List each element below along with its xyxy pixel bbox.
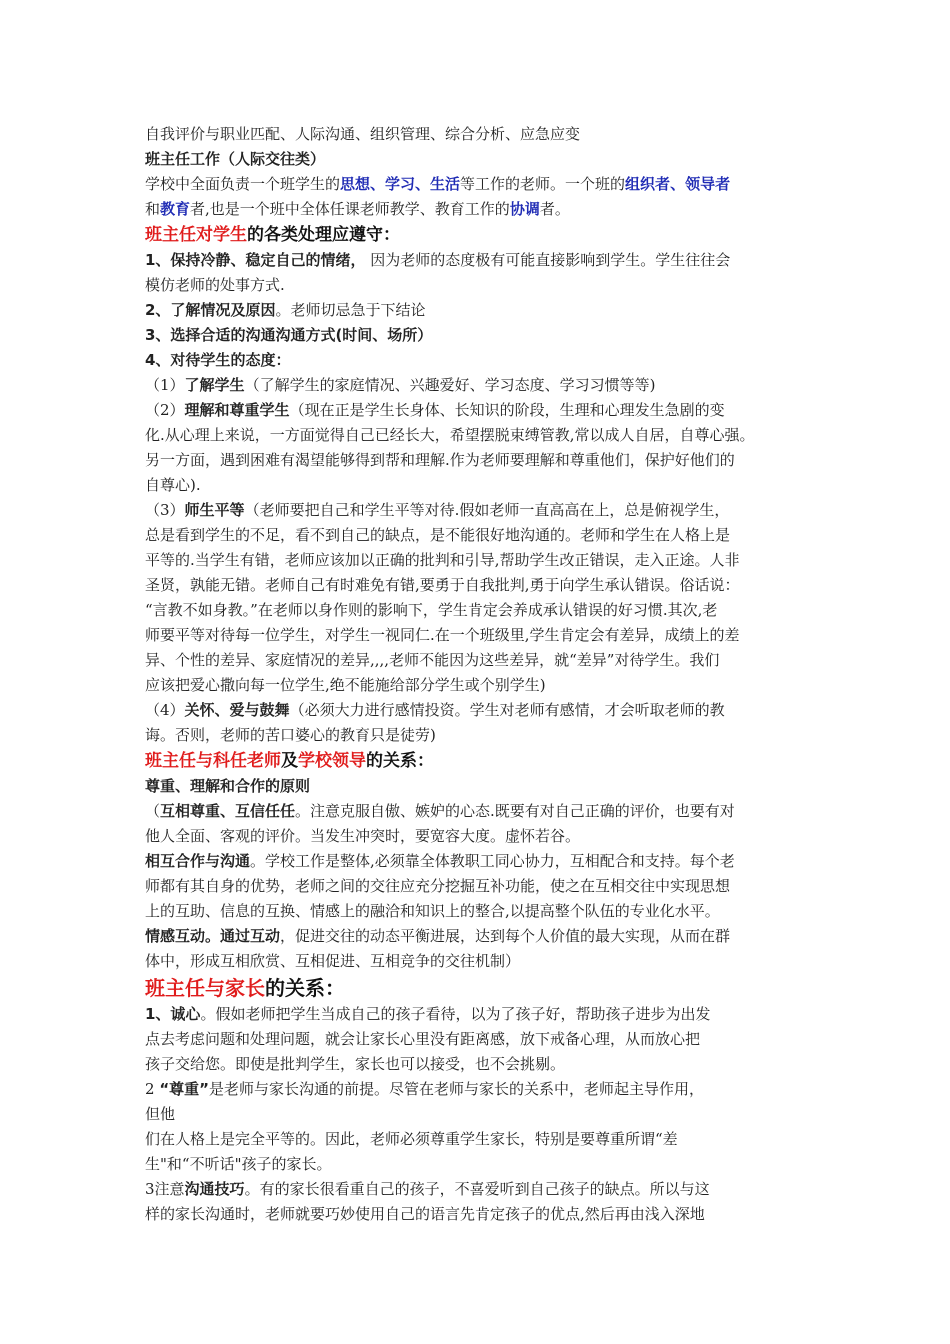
principle-c-line: 体中，形成互相欣赏、互相促进、互相竞争的交往机制） (145, 952, 521, 970)
heading-teachers-leaders (145, 748, 817, 774)
item-text: 。老师切忌急于下结论 (275, 301, 426, 319)
parent-para-2-line: 生"和“不听话"孩子的家长。 (145, 1155, 332, 1173)
principle-a-line: 他人全面、客观的评价。当发生冲突时，要宽容大度。虚怀若谷。 (145, 827, 581, 845)
sub-3-line: 总是看到学生的不足，看不到自己的缺点，是不能很好地沟通的。老师和学生在人格上是 (145, 526, 731, 544)
sub-bold: 了解学生 (184, 376, 245, 394)
sub-2-line: 另一方面，遇到困难有渴望能够得到帮和理解.作为老师要理解和尊重他们，保护好他们的 (145, 451, 735, 469)
item-2 (145, 298, 817, 323)
sub-bold: 理解和尊重学生 (184, 401, 290, 419)
sub-3-line: “言教不如身教。”在老师以身作则的影响下，学生肯定会养成承认错误的好习惯.其次,老 (145, 601, 718, 619)
heading-red: 班主任对学生 (145, 225, 247, 245)
sub-4-line: 诲。否则，老师的苦口婆心的教育只是徒劳) (145, 726, 436, 744)
sub-text: （必须大力进行感情投资。学生对老师有感情，才会听取老师的教 (289, 701, 725, 719)
heading-red: 班主任与家长 (145, 976, 265, 1000)
principle-c (145, 924, 817, 949)
item-4: 4、对待学生的态度： (145, 351, 291, 369)
def-text: 者,也是一个班中全体任课老师教学、教育工作的 (190, 200, 510, 218)
def-keyword: 教育 (160, 200, 191, 218)
def-text: 学校中全面负责一个班学生的 (145, 175, 341, 193)
parent-para-3-line: 样的家长沟通时，老师就要巧妙使用自己的语言先肯定孩子的优点,然后再由浅入深地 (145, 1205, 705, 1223)
def-text: 者。 (539, 200, 570, 218)
heading-rest: 的关系： (366, 751, 434, 771)
parent-para-2-line: 但他 (145, 1105, 176, 1123)
sub-text: （了解学生的家庭情况、兴趣爱好、学习态度、学习习惯等等) (244, 376, 656, 394)
sub-3-line: 圣贤，孰能无错。老师自己有时难免有错,要勇于自我批判,勇于向学生承认错误。俗话说： (145, 576, 740, 594)
sub-text: （老师要把自己和学生平等对待.假如老师一直高高在上，总是俯视学生， (244, 501, 730, 519)
principle-text: 。学校工作是整体,必须靠全体教职工同心协力，互相配合和支持。每个老 (250, 852, 735, 870)
item-bold: 2、了解情况及原因 (145, 301, 276, 319)
principle-line: 尊重、理解和合作的原则 (145, 777, 311, 795)
principle-b (145, 849, 817, 874)
sub-bold: 师生平等 (184, 501, 245, 519)
para-text: 。有的家长很看重自己的孩子，不喜爱听到自己孩子的缺点。所以与这 (244, 1180, 710, 1198)
para-num: 3注意 (145, 1180, 185, 1198)
principle-text: 。注意克服自傲、嫉妒的心态.既要有对自己正确的评价，也要有对 (295, 802, 735, 820)
sub-3 (145, 498, 817, 523)
def-keyword: 领导者 (685, 175, 731, 193)
sub-2 (145, 398, 817, 423)
sub-num: （4） (145, 701, 185, 719)
paren: （ (145, 802, 161, 820)
heading-teacher-student (145, 222, 817, 248)
sub-2-line: 自尊心). (145, 476, 201, 494)
para-bold: 1、诚心 (145, 1005, 201, 1023)
item-bold: 1、保持冷静、稳定自己的情绪， (145, 251, 366, 269)
sub-1 (145, 373, 817, 398)
item-text: 因为老师的态度极有可能直接影响到学生。学生往往会 (370, 251, 731, 269)
heading-rest: 的关系： (265, 976, 345, 1000)
sub-3-line: 应该把爱心撒向每一位学生,绝不能施给部分学生或个别学生) (145, 676, 546, 694)
sub-bold: 关怀、爱与鼓舞 (184, 701, 290, 719)
parent-para-1 (145, 1002, 817, 1027)
heading-rest: 的各类处理应遵守： (247, 225, 400, 245)
def-keyword: 组织者 (625, 175, 671, 193)
item-1-cont: 模仿老师的处事方式. (145, 276, 285, 294)
definition-line-1 (145, 172, 817, 197)
sub-3-line: 师要平等对待每一位学生，对学生一视同仁.在一个班级里,学生肯定会有差异，成绩上的差 (145, 626, 740, 644)
definition-line-2 (145, 197, 817, 222)
heading-red: 班主任与科任老师 (145, 751, 281, 771)
sub-3-line: 平等的.当学生有错，老师应该加以正确的批判和引导,帮助学生改正错误，走入正途。人非 (145, 551, 740, 569)
sub-4 (145, 698, 817, 723)
item-1 (145, 248, 817, 273)
principle-bold: 情感互动。通过互动 (145, 927, 281, 945)
heading-parents (145, 974, 817, 1002)
parent-para-2-line: 们在人格上是完全平等的。因此，老师必须尊重学生家长，特别是要尊重所谓“差 (145, 1130, 678, 1148)
principle-bold: 互相尊重、互信任任 (160, 802, 296, 820)
parent-para-3 (145, 1177, 817, 1202)
para-text: 是老师与家长沟通的前提。尽管在老师与家长的关系中，老师起主导作用， (209, 1080, 705, 1098)
principle-bold: 相互合作与沟通 (145, 852, 251, 870)
sub-3-line: 异、个性的差异、家庭情况的差异,,,,老师不能因为这些差异，就“差异”对待学生。我们 (145, 651, 720, 669)
def-keyword: 协调 (509, 200, 540, 218)
principle-b-line: 上的互助、信息的互换、情感上的融洽和知识上的整合,以提高整个队伍的专业化水平。 (145, 902, 720, 920)
principle-b-line: 师都有其自身的优势，老师之间的交往应充分挖掘互补功能，使之在互相交往中实现思想 (145, 877, 731, 895)
heading-red: 学校领导 (298, 751, 366, 771)
item-3: 3、选择合适的沟通沟通方式(时间、场所） (145, 326, 433, 344)
principle-a (145, 799, 817, 824)
para-bold: 沟通技巧 (184, 1180, 245, 1198)
sub-num: （1） (145, 376, 185, 394)
parent-para-2 (145, 1077, 817, 1102)
para-text: 。假如老师把学生当成自己的孩子看待，以为了孩子好，帮助孩子进步为出发 (200, 1005, 711, 1023)
section-title-head-teacher: 班主任工作（人际交往类） (145, 150, 326, 168)
sub-2-line: 化.从心理上来说，一方面觉得自己已经长大，希望摆脱束缚管教,常以成人自居，自尊心强。 (145, 426, 755, 444)
def-text: 等工作的老师。一个班的 (460, 175, 626, 193)
parent-para-1-line: 孩子交给您。即使是批判学生，家长也可以接受，也不会挑剔。 (145, 1055, 566, 1073)
def-keyword: 思想、学习、生活 (340, 175, 461, 193)
def-text: 和 (145, 200, 161, 218)
intro-line: 自我评价与职业匹配、人际沟通、组织管理、综合分析、应急应变 (145, 125, 581, 143)
document-page (145, 122, 817, 1227)
para-num: 2 (145, 1080, 160, 1098)
heading-rest: 及 (281, 751, 298, 771)
def-text: 、 (670, 175, 686, 193)
sub-text: （现在正是学生长身体、长知识的阶段，生理和心理发生急剧的变 (289, 401, 725, 419)
sub-num: （3） (145, 501, 185, 519)
principle-text: ，促进交往的动态平衡进展，达到每个人价值的最大实现，从而在群 (280, 927, 731, 945)
parent-para-1-line: 点去考虑问题和处理问题，就会让家长心里没有距离感，放下戒备心理，从而放心把 (145, 1030, 701, 1048)
para-bold: “尊重” (159, 1080, 210, 1098)
sub-num: （2） (145, 401, 185, 419)
